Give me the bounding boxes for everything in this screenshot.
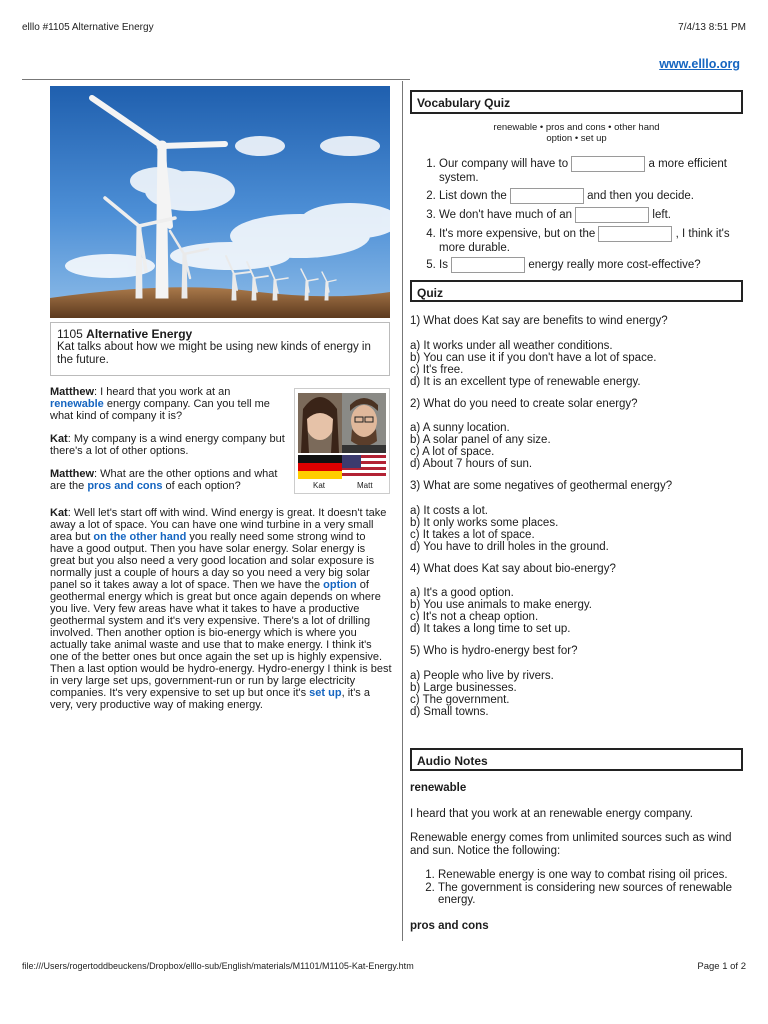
quiz-question [410, 480, 743, 553]
vocab-answer-input[interactable] [510, 188, 584, 204]
transcript-line-1: Matthew: I heard that you work at an renewable energy company. Can you tell me what kind of company it is? [50, 386, 270, 422]
quiz-question [410, 563, 743, 636]
vocab-item: 3. We don't have much of an left. [439, 207, 741, 223]
lesson-summary: Kat talks about how we might be using new kinds of energy in the future. [57, 341, 371, 366]
quiz-option[interactable]: d) Small towns. [410, 705, 489, 718]
vocab-item: 2. List down the and then you decide. [439, 188, 741, 204]
word-bank-line-1: renewable • pros and cons • other hand [493, 122, 660, 133]
print-header-title: elllo #1105 Alternative Energy [22, 22, 154, 33]
quiz-option[interactable]: a) It costs a lot. [410, 504, 488, 517]
vocab-answer-input[interactable] [598, 226, 672, 242]
quiz-questions [410, 315, 743, 718]
transcript-top [50, 386, 286, 492]
quiz-option[interactable]: d) You have to drill holes in the ground. [410, 540, 609, 553]
audio-notes-body [410, 782, 743, 932]
vocab-quiz-list [415, 156, 741, 276]
wind-turbines-photo [50, 86, 390, 318]
lesson-title: Alternative Energy [86, 327, 193, 341]
quiz-question [410, 645, 743, 718]
audio-note-list [410, 869, 743, 907]
print-footer-path: file:///Users/rogertoddbeuckens/Dropbox/elllo-sub/English/materials/M1101/M1105-Kat-Energy.htm [22, 961, 414, 971]
transcript-bottom [50, 507, 392, 711]
top-divider [22, 79, 410, 80]
quiz-option[interactable]: b) You use animals to make energy. [410, 599, 592, 611]
quiz-option[interactable]: c) It's not a cheap option. [410, 611, 539, 623]
lesson-info-box [50, 322, 390, 376]
quiz-option[interactable]: c) The government. [410, 693, 510, 706]
quiz-heading: Quiz [410, 280, 743, 302]
print-footer-page: Page 1 of 2 [697, 961, 746, 972]
lesson-heading [57, 328, 383, 341]
lesson-number: 1105 [57, 327, 83, 341]
quiz-option[interactable]: d) About 7 hours of sun. [410, 458, 533, 470]
transcript-line-4: Kat: Well let's start off with wind. Wind energy is great. It doesn't take away a lot of space. You can have one wind turbine in a very small area but on the other hand you really need some strong wind to have a good output. Then you have solar energy. Solar energy is great but you also need a very good location and solar exposure is normally just a couple of hours a day so you need a very big solar panel so it takes away a lot of space. Then we have the option of geothermal energy which is great but once again depends on where you live. Very few areas have what it takes to have a productive geothermal system and it's very expensive. There's a lot of drilling involved. Then another option is bio-energy which is where you actually take animal waste and use that to make energy. I think it's one of the better ones but once again the set up is highly expensive. Then a last option would be hydro-energy. Hydro-energy I think is best in very large set ups, government-run or run by large electricity companies. It's very expensive to set up but once it's set up, it's a very, very productive way of making energy. [50, 507, 392, 711]
vocab-item: 5. Is energy really more cost-effective? [439, 257, 741, 273]
us-flag-icon [342, 455, 386, 479]
audio-note-example: I heard that you work at an renewable energy company. [410, 807, 693, 820]
audio-note-definition: Renewable energy comes from unlimited sources such as wind and sun. Notice the following: [410, 832, 732, 857]
quiz-option[interactable]: c) It's free. [410, 363, 464, 376]
column-divider [402, 81, 403, 941]
question-text: 2) What do you need to create solar energy? [410, 397, 638, 410]
quiz-question [410, 315, 743, 388]
quiz-option[interactable]: b) A solar panel of any size. [410, 434, 551, 446]
speaker-label-kat: Kat [313, 481, 326, 490]
quiz-option[interactable]: a) It's a good option. [410, 587, 514, 599]
vocab-item: 1. Our company will have to a more efficient system. [439, 156, 741, 185]
quiz-option[interactable]: d) It takes a long time to set up. [410, 623, 571, 635]
audio-notes-heading: Audio Notes [410, 748, 743, 771]
question-text: 1) What does Kat say are benefits to wind energy? [410, 315, 668, 327]
vocab-item: 4. It's more expensive, but on the , I think it's more durable. [439, 226, 741, 255]
question-text: 4) What does Kat say about bio-energy? [410, 562, 616, 575]
speaker-label-matt: Matt [357, 481, 373, 490]
german-flag-icon [298, 455, 342, 479]
site-link[interactable]: www.elllo.org [659, 57, 740, 71]
quiz-option[interactable]: a) People who live by rivers. [410, 669, 554, 682]
vocab-answer-input[interactable] [575, 207, 649, 223]
quiz-option[interactable]: b) Large businesses. [410, 681, 517, 694]
quiz-question [410, 398, 743, 471]
vocab-quiz-heading: Vocabulary Quiz [410, 90, 743, 114]
audio-note-term: renewable [410, 782, 467, 794]
vocab-answer-input[interactable] [451, 257, 525, 273]
audio-note-term: pros and cons [410, 919, 489, 932]
question-text: 5) Who is hydro-energy best for? [410, 645, 578, 657]
quiz-option[interactable]: d) It is an excellent type of renewable energy. [410, 375, 641, 388]
speakers-photo [294, 388, 390, 494]
audio-note-list-item: 1. Renewable energy is one way to combat rising oil prices. [438, 869, 743, 882]
quiz-option[interactable]: b) It only works some places. [410, 516, 559, 529]
audio-note-list-item: 2. The government is considering new sources of renewable energy. [438, 882, 743, 907]
quiz-option[interactable]: a) A sunny location. [410, 422, 510, 434]
print-header-datetime: 7/4/13 8:51 PM [678, 22, 746, 33]
quiz-option[interactable]: c) It takes a lot of space. [410, 528, 535, 541]
word-bank [410, 122, 743, 144]
transcript-line-3: Matthew: What are the other options and what are the pros and cons of each option? [50, 468, 278, 492]
quiz-option[interactable]: b) You can use it if you don't have a lot of space. [410, 351, 657, 364]
question-text: 3) What are some negatives of geothermal energy? [410, 480, 673, 492]
quiz-option[interactable]: a) It works under all weather conditions. [410, 339, 613, 352]
vocab-answer-input[interactable] [571, 156, 645, 172]
quiz-option[interactable]: c) A lot of space. [410, 446, 495, 458]
transcript-line-2: Kat: My company is a wind energy company but there's a lot of other options. [50, 433, 285, 457]
word-bank-line-2: option • set up [546, 133, 607, 144]
